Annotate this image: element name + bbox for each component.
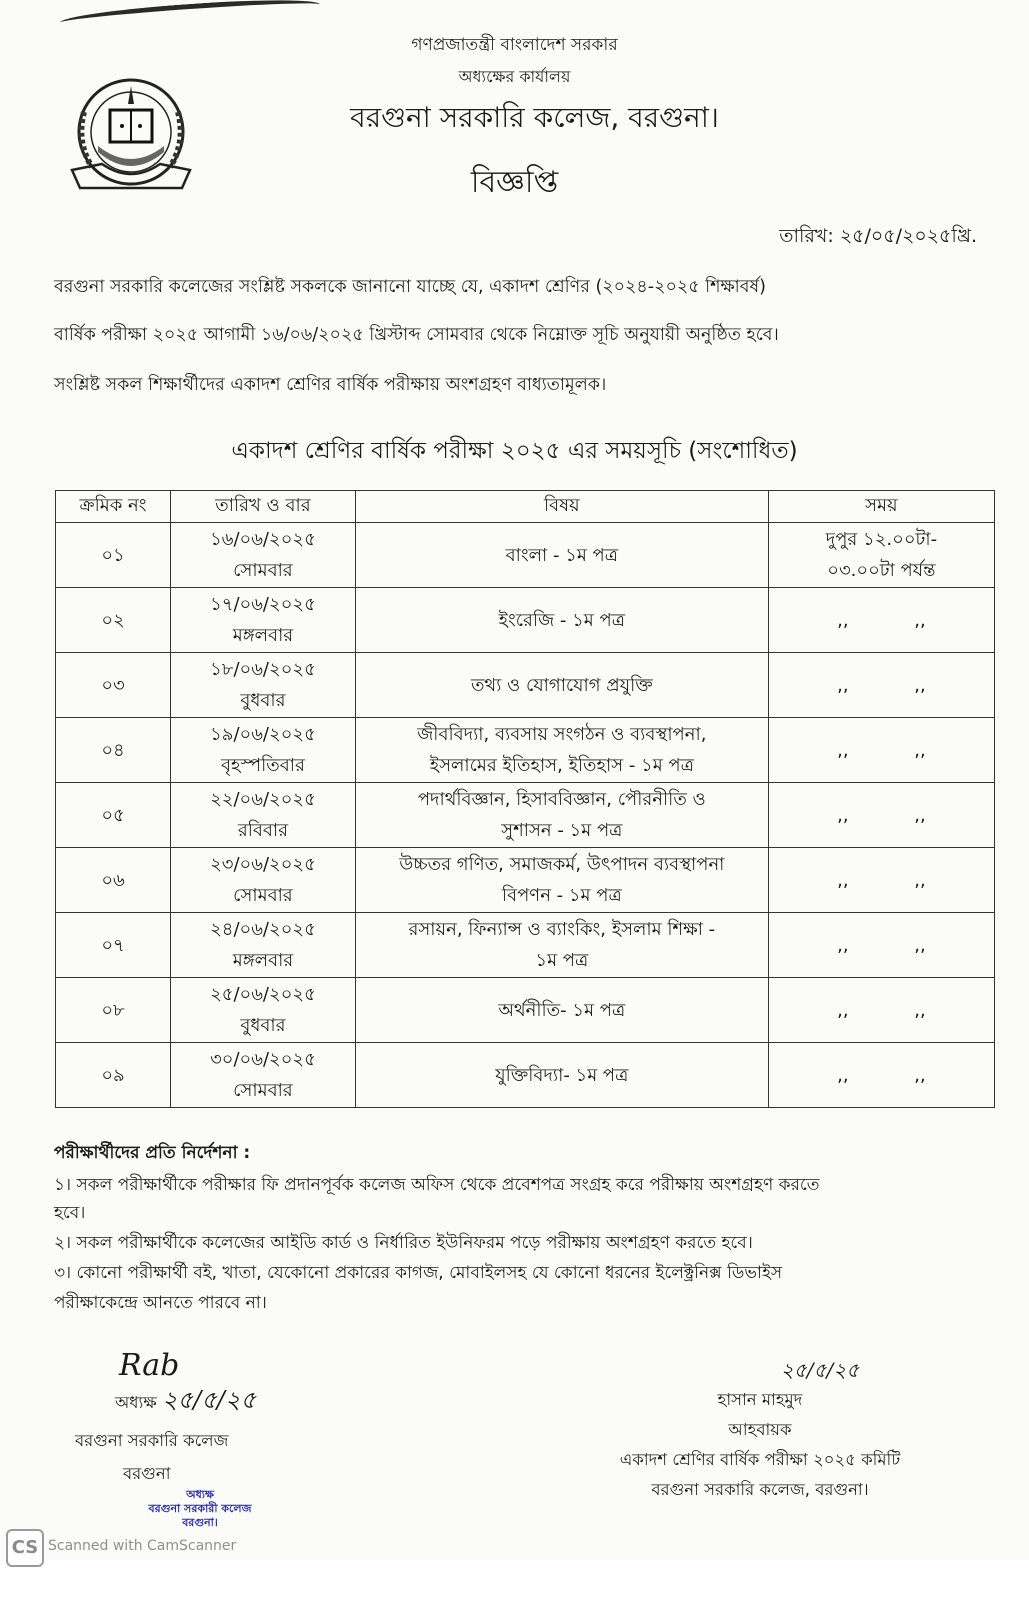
exam-date: ১৮/০৬/২০২৫ [210,659,316,680]
serial-number: ০১ [101,544,125,566]
intro-line-3: সংশ্লিষ্ট সকল শিক্ষার্থীদের একাদশ শ্রেণির বার্ষিক পরীক্ষায় অংশগ্রহণ বাধ্যতামূলক। [54,375,607,395]
convener-name: হাসান মাহমুদ [717,1390,803,1409]
header-time: সময় [768,491,994,523]
serial-number: ০৮ [101,999,125,1021]
principal-location: বরগুনা [123,1464,171,1483]
subject-line-1: তথ্য ও যোগাযোগ প্রযুক্তি [470,674,653,696]
subject-line-1: বাংলা - ১ম পত্র [505,544,619,566]
exam-day: সোমবার [233,885,293,906]
subject-line-2: সুশাসন - ১ম পত্র [501,820,623,841]
subject-line-2: বিপণন - ১ম পত্র [501,885,622,906]
subject-line-1: যুক্তিবিদ্যা- ১ম পত্র [495,1064,629,1086]
table-header-row [56,491,995,523]
camscanner-watermark: Scanned with CamScanner [48,1538,237,1554]
cell-serial [56,783,171,848]
table-row [56,1043,995,1108]
cell-time [768,913,994,978]
instruction-3: ৩। কোনো পরীক্ষার্থী বই, খাতা, যেকোনো প্রকারের কাগজ, মোবাইলসহ যে কোনো ধরনের ইলেক্ট্রনিক্স ডিভাইস [54,1263,783,1283]
subject-line-1: অর্থনীতি- ১ম পত্র [498,999,626,1021]
table-row [56,588,995,653]
cell-time [768,588,994,653]
cell-serial [56,848,171,913]
cell-serial [56,523,171,588]
exam-date: ১৭/০৬/২০২৫ [210,594,316,615]
time-line-1: ,, ,, [837,934,926,956]
convener-committee: একাদশ শ্রেণির বার্ষিক পরীক্ষা ২০২৫ কমিটি [619,1450,901,1469]
convener-college: বরগুনা সরকারি কলেজ, বরগুনা। [651,1480,869,1499]
table-row [56,848,995,913]
serial-number: ০২ [101,609,125,631]
exam-date: ২৪/০৬/২০২৫ [210,919,316,940]
convener-role: আহবায়ক [728,1420,792,1439]
exam-day: সোমবার [233,560,293,581]
schedule-title: একাদশ শ্রেণির বার্ষিক পরীক্ষা ২০২৫ এর সময়সূচি (সংশোধিত) [231,438,798,464]
cell-date-day [171,653,356,718]
cell-time [768,848,994,913]
header-date-day: তারিখ ও বার [171,491,356,523]
serial-number: ০৫ [101,804,125,826]
cell-subject [355,848,768,913]
instruction-2: ২। সকল পরীক্ষার্থীকে কলেজের আইডি কার্ড ও নির্ধারিত ইউনিফরম পড়ে পরীক্ষায় অংশগ্রহণ করতে হবে। [54,1233,753,1253]
notice-date: তারিখ: ২৫/০৫/২০২৫খ্রি. [779,225,977,247]
exam-day: বুধবার [240,1015,286,1036]
time-line-1: ,, ,, [837,1064,926,1086]
time-line-1: ,, ,, [837,999,926,1021]
convener-signature-block [560,1355,960,1505]
subject-line-1: উচ্চতর গণিত, সমাজকর্ম, উৎপাদন ব্যবস্থাপনা [399,854,725,875]
stamp-line-2: বরগুনা সরকারী কলেজ [148,1502,252,1515]
cell-serial [56,1043,171,1108]
exam-date: ১৯/০৬/২০২৫ [210,724,316,745]
intro-line-1: বরগুনা সরকারি কলেজের সংশ্লিষ্ট সকলকে জানানো যাচ্ছে যে, একাদশ শ্রেণির (২০২৪-২০২৫ শিক্ষাবর্ষ) [54,277,766,297]
serial-number: ০৯ [101,1064,125,1086]
time-line-1: ,, ,, [837,804,926,826]
time-line-1: ,, ,, [837,674,926,696]
table-row [56,913,995,978]
subject-line-1: পদার্থবিজ্ঞান, হিসাববিজ্ঞান, পৌরনীতি ও [417,789,706,810]
intro-line-2: বার্ষিক পরীক্ষা ২০২৫ আগামী ১৬/০৬/২০২৫ খ্রিস্টাব্দ সোমবার থেকে নিম্নোক্ত সূচি অনুযায়ী অনুষ্ঠিত হবে। [54,325,779,345]
cell-serial [56,718,171,783]
college-title: বরগুনা সরকারি কলেজ, বরগুনা। [350,101,719,134]
exam-date: ২২/০৬/২০২৫ [210,789,316,810]
cell-time [768,718,994,783]
cell-serial [56,978,171,1043]
exam-date: ৩০/০৬/২০২৫ [210,1049,316,1070]
instruction-1-cont: হবে। [54,1203,86,1223]
cell-subject [355,783,768,848]
table-row [56,718,995,783]
subject-line-1: ইংরেজি - ১ম পত্র [498,609,625,631]
cell-subject [355,718,768,783]
exam-day: বৃহস্পতিবার [220,755,305,776]
instruction-1: ১। সকল পরীক্ষার্থীকে পরীক্ষার ফি প্রদানপূর্বক কলেজ অফিস থেকে প্রবেশপত্র সংগ্রহ করে পরীক্ষায় অংশগ্রহণ করতে [54,1175,820,1195]
cell-subject [355,588,768,653]
time-line-1: ,, ,, [837,739,926,761]
cell-subject [355,978,768,1043]
principal-hand-date: ২৫/৫/২৫ [161,1386,257,1414]
cell-serial [56,653,171,718]
cell-time [768,783,994,848]
serial-number: ০৩ [101,674,125,696]
principal-signature: Rab [119,1348,180,1383]
serial-number: ০৬ [101,869,125,891]
cell-time [768,523,994,588]
exam-date: ১৬/০৬/২০২৫ [210,529,316,550]
time-line-2: ০৩.০০টা পর্যন্ত [827,560,936,581]
time-line-1: ,, ,, [837,869,926,891]
scanner-footer [0,1560,1029,1600]
cell-time [768,653,994,718]
time-line-1: ,, ,, [837,609,926,631]
cell-serial [56,588,171,653]
table-row [56,523,995,588]
cell-time [768,1043,994,1108]
cell-date-day [171,913,356,978]
instructions-heading: পরীক্ষার্থীদের প্রতি নির্দেশনা : [54,1143,251,1163]
stamp-line-3: বরগুনা। [182,1516,218,1529]
serial-number: ০৭ [101,934,125,956]
time-line-1: দুপুর ১২.০০টা- [825,529,938,550]
convener-hand-date: ২৫/৫/২৫ [780,1358,860,1382]
table-row [56,978,995,1043]
subject-line-2: ইসলামের ইতিহাস, ইতিহাস - ১ম পত্র [429,755,694,776]
subject-line-1: রসায়ন, ফিন্যান্স ও ব্যাংকিং, ইসলাম শিক্ষা - [408,919,716,940]
table-row [56,783,995,848]
subject-line-1: জীববিদ্যা, ব্যবসায় সংগঠন ও ব্যবস্থাপনা, [417,724,707,745]
principal-stamp [115,1488,285,1530]
principal-college: বরগুনা সরকারি কলেজ [75,1431,229,1450]
exam-day: মঙ্গলবার [232,625,294,646]
cell-date-day [171,783,356,848]
exam-date: ২৫/০৬/২০২৫ [210,984,316,1005]
scan-edge-stroke [60,0,321,32]
exam-day: বুধবার [240,690,286,711]
instruction-3-cont: পরীক্ষাকেন্দ্রে আনতে পারবে না। [54,1293,267,1313]
cell-serial [56,913,171,978]
notice-title: বিজ্ঞপ্তি [470,165,559,200]
government-heading: গণপ্রজাতন্ত্রী বাংলাদেশ সরকার [411,35,618,55]
cell-subject [355,523,768,588]
principal-signature-block [75,1350,335,1530]
office-heading: অধ্যক্ষের কার্যালয় [458,67,571,86]
stamp-line-1: অধ্যক্ষ [186,1488,214,1501]
header-subject: বিষয় [355,491,768,523]
table-row [56,653,995,718]
cell-date-day [171,588,356,653]
cell-date-day [171,1043,356,1108]
subject-line-2: ১ম পত্র [535,950,589,971]
exam-date: ২৩/০৬/২০২৫ [210,854,316,875]
serial-number: ০৪ [101,739,125,761]
cell-date-day [171,848,356,913]
exam-day: রবিবার [237,820,289,841]
cell-date-day [171,978,356,1043]
exam-schedule-table [55,490,995,1108]
cell-subject [355,913,768,978]
cell-subject [355,653,768,718]
cell-date-day [171,523,356,588]
principal-title: অধ্যক্ষ [115,1393,157,1412]
cell-subject [355,1043,768,1108]
cell-date-day [171,718,356,783]
exam-day: সোমবার [233,1080,293,1101]
header-serial: ক্রমিক নং [56,491,171,523]
cell-time [768,978,994,1043]
camscanner-logo-icon: CS [6,1529,44,1567]
exam-day: মঙ্গলবার [232,950,294,971]
